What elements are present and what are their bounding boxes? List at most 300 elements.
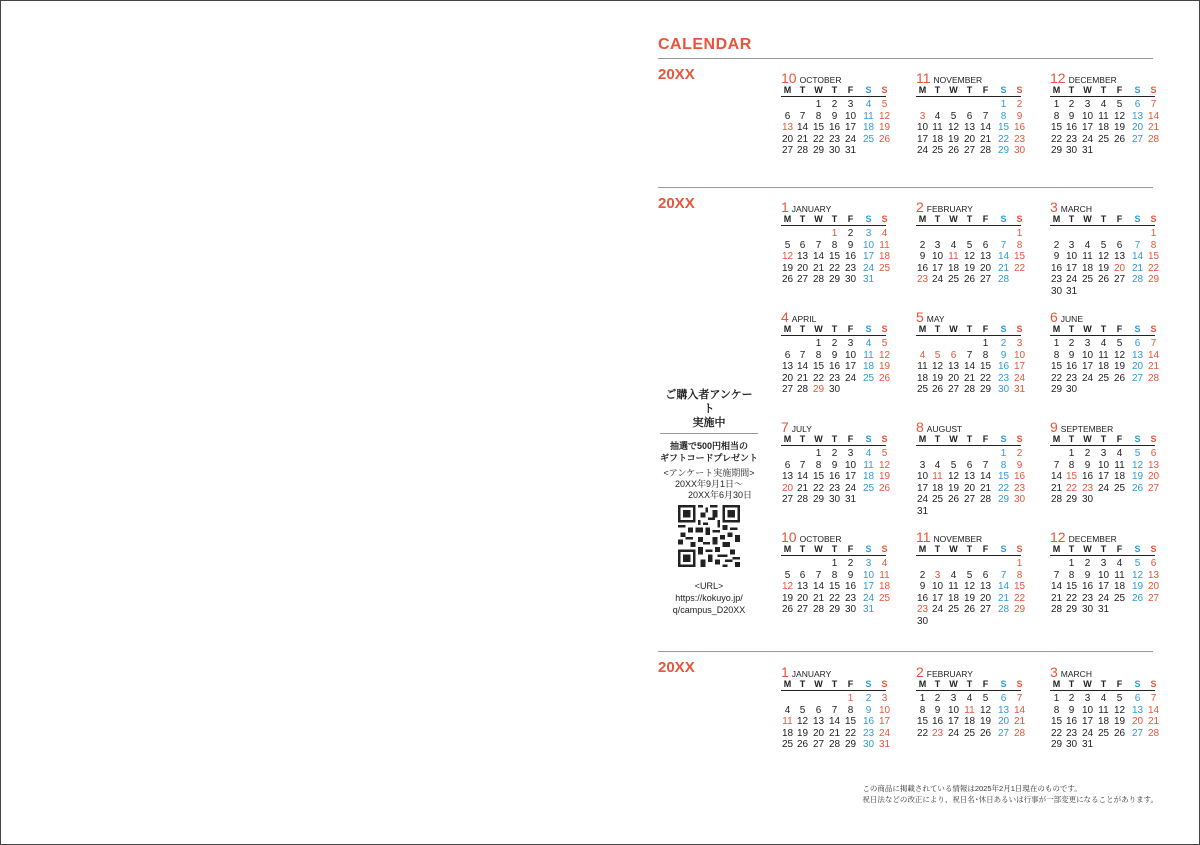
- day-cell: 27: [979, 604, 992, 615]
- weekday-header: [781, 544, 886, 555]
- day-cell: 29: [1013, 604, 1026, 615]
- day-cell: 17: [1065, 262, 1078, 274]
- month-january: [781, 664, 891, 751]
- day-cell: 5: [966, 239, 973, 251]
- day-cell: 28: [828, 739, 841, 750]
- week-row: [781, 592, 891, 605]
- day-cell: 20: [963, 482, 976, 494]
- weekday-rule: [781, 555, 886, 556]
- day-cell: 1: [1000, 448, 1007, 459]
- day-cell: 9: [1016, 110, 1023, 122]
- weekday-label: M: [918, 324, 927, 334]
- day-cell: 18: [862, 471, 875, 482]
- day-cell: 15: [812, 122, 825, 133]
- weekday-label: T: [934, 324, 941, 334]
- day-cell: 11: [1098, 349, 1109, 361]
- weekday-label: T: [1100, 324, 1107, 334]
- weekday-label: S: [1000, 679, 1007, 689]
- day-cell: 12: [947, 471, 960, 482]
- day-cell: 7: [966, 349, 973, 361]
- day-cell: 26: [931, 384, 944, 395]
- day-cell: 9: [831, 459, 838, 471]
- weekday-label: M: [783, 324, 792, 334]
- week-row: [1050, 716, 1160, 728]
- day-cell: 30: [997, 384, 1010, 395]
- day-cell: 4: [784, 704, 791, 716]
- day-cell: 10: [862, 239, 875, 251]
- weekday-label: W: [814, 679, 823, 689]
- weekday-label: M: [1052, 324, 1061, 334]
- month-header: [1050, 309, 1155, 323]
- day-cell: 12: [796, 716, 809, 727]
- month-july: [781, 419, 891, 506]
- day-cell: 26: [963, 274, 976, 285]
- day-cell: 13: [979, 581, 992, 592]
- weekday-label: W: [949, 434, 958, 444]
- week-row: [781, 693, 886, 705]
- day-cell: 27: [963, 494, 976, 505]
- day-cell: 23: [1081, 592, 1094, 604]
- day-cell: 15: [1050, 716, 1063, 727]
- weekday-label: T: [966, 324, 973, 334]
- day-cell: 23: [1081, 482, 1094, 494]
- day-cell: 1: [1016, 558, 1023, 569]
- day-cell: 5: [950, 459, 957, 471]
- day-cell: 18: [781, 727, 794, 739]
- day-cell: 26: [1131, 482, 1144, 494]
- day-cell: 23: [916, 274, 929, 285]
- weekday-label: W: [949, 324, 958, 334]
- week-row: [916, 727, 1026, 740]
- day-cell: 8: [815, 349, 822, 361]
- day-cell: 24: [844, 482, 857, 494]
- day-cell: 15: [916, 716, 929, 727]
- day-cell: 23: [1065, 133, 1078, 145]
- day-cell: 10: [862, 569, 875, 581]
- month-header: [781, 70, 886, 84]
- day-cell: 14: [1050, 471, 1063, 482]
- month-name: JULY: [791, 424, 812, 434]
- day-cell: 8: [1016, 239, 1023, 251]
- week-row: [781, 99, 886, 111]
- month-number: 10: [781, 529, 797, 545]
- day-cell: 21: [812, 262, 825, 274]
- weekday-label: T: [1100, 85, 1107, 95]
- day-cell: 13: [1147, 569, 1160, 581]
- day-cell: 28: [1147, 133, 1160, 145]
- day-cell: 4: [966, 693, 973, 704]
- month-number: 8: [916, 419, 924, 435]
- day-cell: 18: [878, 251, 891, 262]
- month-april: [781, 309, 891, 396]
- day-cell: 2: [1053, 239, 1060, 251]
- day-cell: 22: [1013, 262, 1026, 274]
- week-row: [1050, 122, 1160, 134]
- day-cell: 4: [865, 448, 872, 459]
- day-cell: 6: [784, 110, 791, 122]
- day-cell: 4: [881, 228, 888, 239]
- month-january: [781, 199, 891, 286]
- weekday-header: [916, 324, 1021, 335]
- month-name: AUGUST: [926, 424, 963, 434]
- day-cell: 6: [1134, 99, 1141, 110]
- day-cell: 4: [1100, 338, 1107, 349]
- survey-period-start: 20XX年9月1日～: [674, 479, 744, 489]
- day-cell: 21: [1013, 716, 1026, 727]
- month-number: 1: [781, 199, 789, 215]
- day-cell: 13: [781, 361, 794, 372]
- day-cell: 13: [1147, 459, 1160, 471]
- day-cell: 3: [881, 693, 888, 704]
- day-cell: 6: [799, 569, 806, 581]
- day-cell: 27: [1131, 372, 1144, 384]
- day-cell: 30: [1013, 494, 1026, 505]
- day-cell: 26: [781, 604, 794, 615]
- day-cell: 6: [950, 349, 957, 361]
- survey-rule: [660, 433, 758, 434]
- day-cell: 28: [997, 604, 1010, 615]
- week-row: [916, 145, 1026, 157]
- qr-code[interactable]: [678, 505, 740, 567]
- day-cell: 20: [1113, 262, 1126, 274]
- day-cell: 29: [812, 145, 825, 156]
- year-label-3: 20XX: [658, 659, 695, 676]
- day-cell: 21: [828, 727, 841, 739]
- month-december: [1050, 529, 1160, 616]
- day-cell: 8: [1053, 704, 1060, 716]
- day-cell: 7: [1150, 338, 1157, 349]
- weekday-label: S: [1000, 85, 1007, 95]
- week-row: [916, 716, 1026, 728]
- week-row: [916, 262, 1026, 275]
- day-cell: 26: [947, 145, 960, 156]
- day-cell: 28: [1147, 372, 1160, 384]
- day-cell: 17: [1081, 361, 1094, 372]
- week-row: [781, 274, 886, 286]
- day-cell: 6: [1150, 558, 1157, 569]
- week-row: [916, 570, 1021, 582]
- day-cell: 27: [781, 145, 794, 156]
- day-cell: 6: [815, 704, 822, 716]
- day-cell: 22: [1065, 482, 1078, 494]
- day-cell: 26: [1113, 727, 1126, 739]
- day-cell: 12: [781, 581, 794, 592]
- month-header: [781, 529, 886, 543]
- day-cell: 3: [1084, 693, 1091, 704]
- day-cell: 16: [1081, 471, 1094, 482]
- weekday-label: T: [831, 85, 838, 95]
- day-cell: 10: [1081, 704, 1094, 716]
- day-cell: 10: [844, 349, 857, 361]
- weekday-label: W: [814, 85, 823, 95]
- week-row: [916, 111, 1021, 123]
- day-cell: 29: [979, 384, 992, 395]
- day-cell: 1: [982, 338, 989, 349]
- week-row: [781, 251, 891, 263]
- day-cell: 2: [831, 99, 838, 110]
- weekday-label: F: [847, 434, 854, 444]
- day-cell: 9: [1084, 569, 1091, 581]
- day-cell: 11: [932, 122, 943, 133]
- day-cell: 23: [1065, 372, 1078, 384]
- weekday-rule: [916, 445, 1021, 446]
- day-cell: 20: [1131, 361, 1144, 372]
- day-cell: 11: [948, 581, 959, 592]
- day-cell: 22: [828, 262, 841, 274]
- day-cell: 11: [863, 110, 874, 122]
- day-cell: 17: [844, 361, 857, 372]
- week-row: [781, 122, 891, 134]
- day-cell: 19: [947, 133, 960, 145]
- weekday-label: F: [982, 679, 989, 689]
- weekday-label: T: [1100, 434, 1107, 444]
- month-name: DECEMBER: [1068, 75, 1117, 85]
- day-cell: 28: [1050, 494, 1063, 505]
- month-march: [1050, 664, 1160, 751]
- day-cell: 20: [796, 262, 809, 274]
- day-cell: 10: [916, 471, 929, 482]
- day-cell: 19: [1097, 262, 1110, 274]
- weekday-rule: [781, 690, 886, 691]
- day-cell: 19: [963, 262, 976, 274]
- day-cell: 6: [784, 349, 791, 361]
- month-header: [916, 419, 1021, 433]
- day-cell: 11: [948, 251, 959, 262]
- day-cell: 13: [1131, 349, 1144, 361]
- weekday-label: M: [918, 85, 927, 95]
- weekday-label: M: [918, 434, 927, 444]
- day-cell: 25: [878, 592, 891, 604]
- day-cell: 8: [815, 110, 822, 122]
- weekday-rule: [1050, 96, 1155, 97]
- day-cell: 4: [950, 569, 957, 581]
- week-row: [916, 122, 1026, 134]
- week-row: [1050, 693, 1155, 705]
- survey-body-1: 抽選で500円相当の: [669, 441, 749, 451]
- day-cell: 23: [1050, 274, 1063, 285]
- weekday-label: W: [949, 214, 958, 224]
- weekday-label: T: [934, 544, 941, 554]
- url-line-1[interactable]: https://kokuyo.jp/: [675, 593, 743, 603]
- day-cell: 18: [1113, 581, 1126, 592]
- weekday-label: F: [982, 214, 989, 224]
- weekday-label: F: [847, 324, 854, 334]
- day-cell: 3: [950, 693, 957, 704]
- day-cell: 18: [1081, 262, 1094, 274]
- day-cell: 27: [947, 384, 960, 395]
- day-cell: 16: [844, 581, 857, 592]
- day-cell: 1: [1000, 99, 1007, 110]
- week-row: [1050, 482, 1160, 495]
- day-cell: 31: [916, 505, 929, 517]
- day-cell: 23: [916, 604, 929, 615]
- day-cell: 27: [963, 145, 976, 156]
- month-october: [781, 70, 891, 157]
- month-number: 9: [1050, 419, 1058, 435]
- day-cell: 3: [1100, 448, 1107, 459]
- day-cell: 3: [1084, 99, 1091, 110]
- day-cell: 8: [1016, 569, 1023, 581]
- day-cell: 21: [1050, 482, 1063, 494]
- month-number: 1: [781, 664, 789, 680]
- weekday-header: [1050, 544, 1155, 555]
- day-cell: 23: [844, 592, 857, 604]
- week-row: [1050, 569, 1160, 582]
- day-cell: 18: [947, 262, 960, 274]
- survey-url: [660, 580, 758, 616]
- weekday-rule: [781, 96, 886, 97]
- day-cell: 24: [878, 727, 891, 739]
- day-cell: 28: [796, 494, 809, 505]
- day-cell: 30: [828, 384, 841, 395]
- day-cell: 15: [1065, 471, 1078, 482]
- day-cell: 16: [931, 716, 944, 727]
- day-cell: 4: [1100, 99, 1107, 110]
- day-cell: 20: [796, 592, 809, 604]
- day-cell: 6: [799, 239, 806, 251]
- day-cell: 2: [1084, 558, 1091, 569]
- day-cell: 21: [979, 482, 992, 494]
- day-cell: 13: [963, 471, 976, 482]
- day-cell: 28: [1147, 727, 1160, 739]
- weekday-header: [916, 434, 1021, 445]
- month-name: NOVEMBER: [933, 75, 983, 85]
- weekday-label: S: [881, 544, 888, 554]
- day-cell: 27: [1131, 133, 1144, 145]
- url-line-2[interactable]: q/campus_D20XX: [672, 605, 746, 615]
- day-cell: 12: [1131, 569, 1144, 581]
- day-cell: 1: [1068, 448, 1075, 459]
- day-cell: 1: [919, 693, 926, 704]
- day-cell: 4: [919, 349, 926, 361]
- weekday-rule: [916, 690, 1021, 691]
- day-cell: 27: [781, 384, 794, 395]
- day-cell: 6: [982, 239, 989, 251]
- month-october: [781, 529, 891, 616]
- week-row: [781, 338, 886, 350]
- weekday-label: S: [865, 214, 872, 224]
- week-row: [916, 251, 1026, 263]
- day-cell: 3: [934, 239, 941, 251]
- day-cell: 16: [828, 122, 841, 133]
- week-row: [1050, 372, 1160, 385]
- day-cell: 8: [831, 239, 838, 251]
- day-cell: 1: [1150, 228, 1157, 239]
- day-cell: 5: [784, 569, 791, 581]
- day-cell: 9: [934, 704, 941, 716]
- day-cell: 10: [844, 459, 857, 471]
- day-cell: 7: [1150, 99, 1157, 110]
- day-cell: 8: [815, 459, 822, 471]
- day-cell: 26: [947, 494, 960, 505]
- day-cell: 19: [931, 372, 944, 384]
- day-cell: 6: [966, 459, 973, 471]
- day-cell: 3: [919, 110, 926, 122]
- week-row: [781, 569, 890, 582]
- day-cell: 10: [931, 581, 944, 592]
- day-cell: 2: [1016, 448, 1023, 459]
- weekday-label: S: [865, 544, 872, 554]
- day-cell: 12: [781, 251, 794, 262]
- day-cell: 1: [1016, 228, 1023, 239]
- month-number: 3: [1050, 664, 1058, 680]
- day-cell: 10: [1097, 459, 1110, 471]
- weekday-header: [781, 85, 886, 96]
- day-cell: 26: [963, 604, 976, 615]
- weekday-label: F: [1116, 434, 1123, 444]
- day-cell: 16: [828, 471, 841, 482]
- day-cell: 24: [1081, 372, 1094, 384]
- day-cell: 7: [831, 704, 838, 716]
- day-cell: 8: [1150, 239, 1157, 251]
- day-cell: 31: [1013, 384, 1026, 395]
- month-name: FEBRUARY: [926, 669, 973, 679]
- day-cell: 2: [934, 693, 941, 704]
- day-cell: 10: [1065, 251, 1078, 262]
- day-cell: 26: [878, 133, 891, 145]
- day-cell: 25: [1081, 274, 1094, 285]
- day-cell: 22: [812, 372, 825, 384]
- day-cell: 21: [1147, 122, 1160, 133]
- day-cell: 31: [862, 274, 875, 285]
- day-cell: 18: [862, 122, 875, 133]
- weekday-label: F: [982, 434, 989, 444]
- weekday-label: T: [799, 85, 806, 95]
- day-cell: 17: [916, 482, 929, 494]
- weekday-label: T: [799, 679, 806, 689]
- notice-line-1: この商品に掲載されている情報は2025年2月1日現在のものです。: [862, 784, 1082, 793]
- weekday-label: M: [1052, 544, 1061, 554]
- day-cell: 2: [1068, 693, 1075, 704]
- month-name: NOVEMBER: [933, 534, 983, 544]
- day-cell: 26: [1113, 372, 1126, 384]
- day-cell: 10: [1097, 569, 1110, 581]
- day-cell: 20: [1147, 471, 1160, 482]
- weekday-label: T: [1068, 214, 1075, 224]
- weekday-label: S: [881, 434, 888, 444]
- day-cell: 13: [1113, 251, 1126, 262]
- day-cell: 3: [847, 338, 854, 349]
- day-cell: 5: [881, 338, 888, 349]
- weekday-label: M: [783, 85, 792, 95]
- day-cell: 27: [1113, 274, 1126, 285]
- day-cell: 28: [796, 384, 809, 395]
- week-row: [781, 716, 891, 728]
- day-cell: 18: [931, 482, 944, 494]
- day-cell: 22: [812, 133, 825, 145]
- weekday-label: S: [1134, 85, 1141, 95]
- day-cell: 14: [997, 251, 1010, 262]
- month-header: [1050, 664, 1155, 678]
- day-cell: 16: [1013, 122, 1026, 133]
- day-cell: 16: [1050, 262, 1063, 274]
- day-cell: 12: [1097, 251, 1110, 262]
- day-cell: 2: [865, 693, 872, 704]
- weekday-label: W: [1083, 434, 1092, 444]
- month-march: [1050, 199, 1160, 297]
- weekday-label: F: [982, 85, 989, 95]
- day-cell: 21: [1147, 361, 1160, 372]
- weekday-label: S: [1016, 85, 1023, 95]
- day-cell: 9: [1016, 459, 1023, 471]
- week-row: [1050, 228, 1155, 240]
- day-cell: 27: [1147, 592, 1160, 604]
- day-cell: 2: [1084, 448, 1091, 459]
- day-cell: 6: [1134, 693, 1141, 704]
- day-cell: 24: [862, 592, 875, 604]
- weekday-label: F: [847, 214, 854, 224]
- day-cell: 14: [796, 361, 809, 372]
